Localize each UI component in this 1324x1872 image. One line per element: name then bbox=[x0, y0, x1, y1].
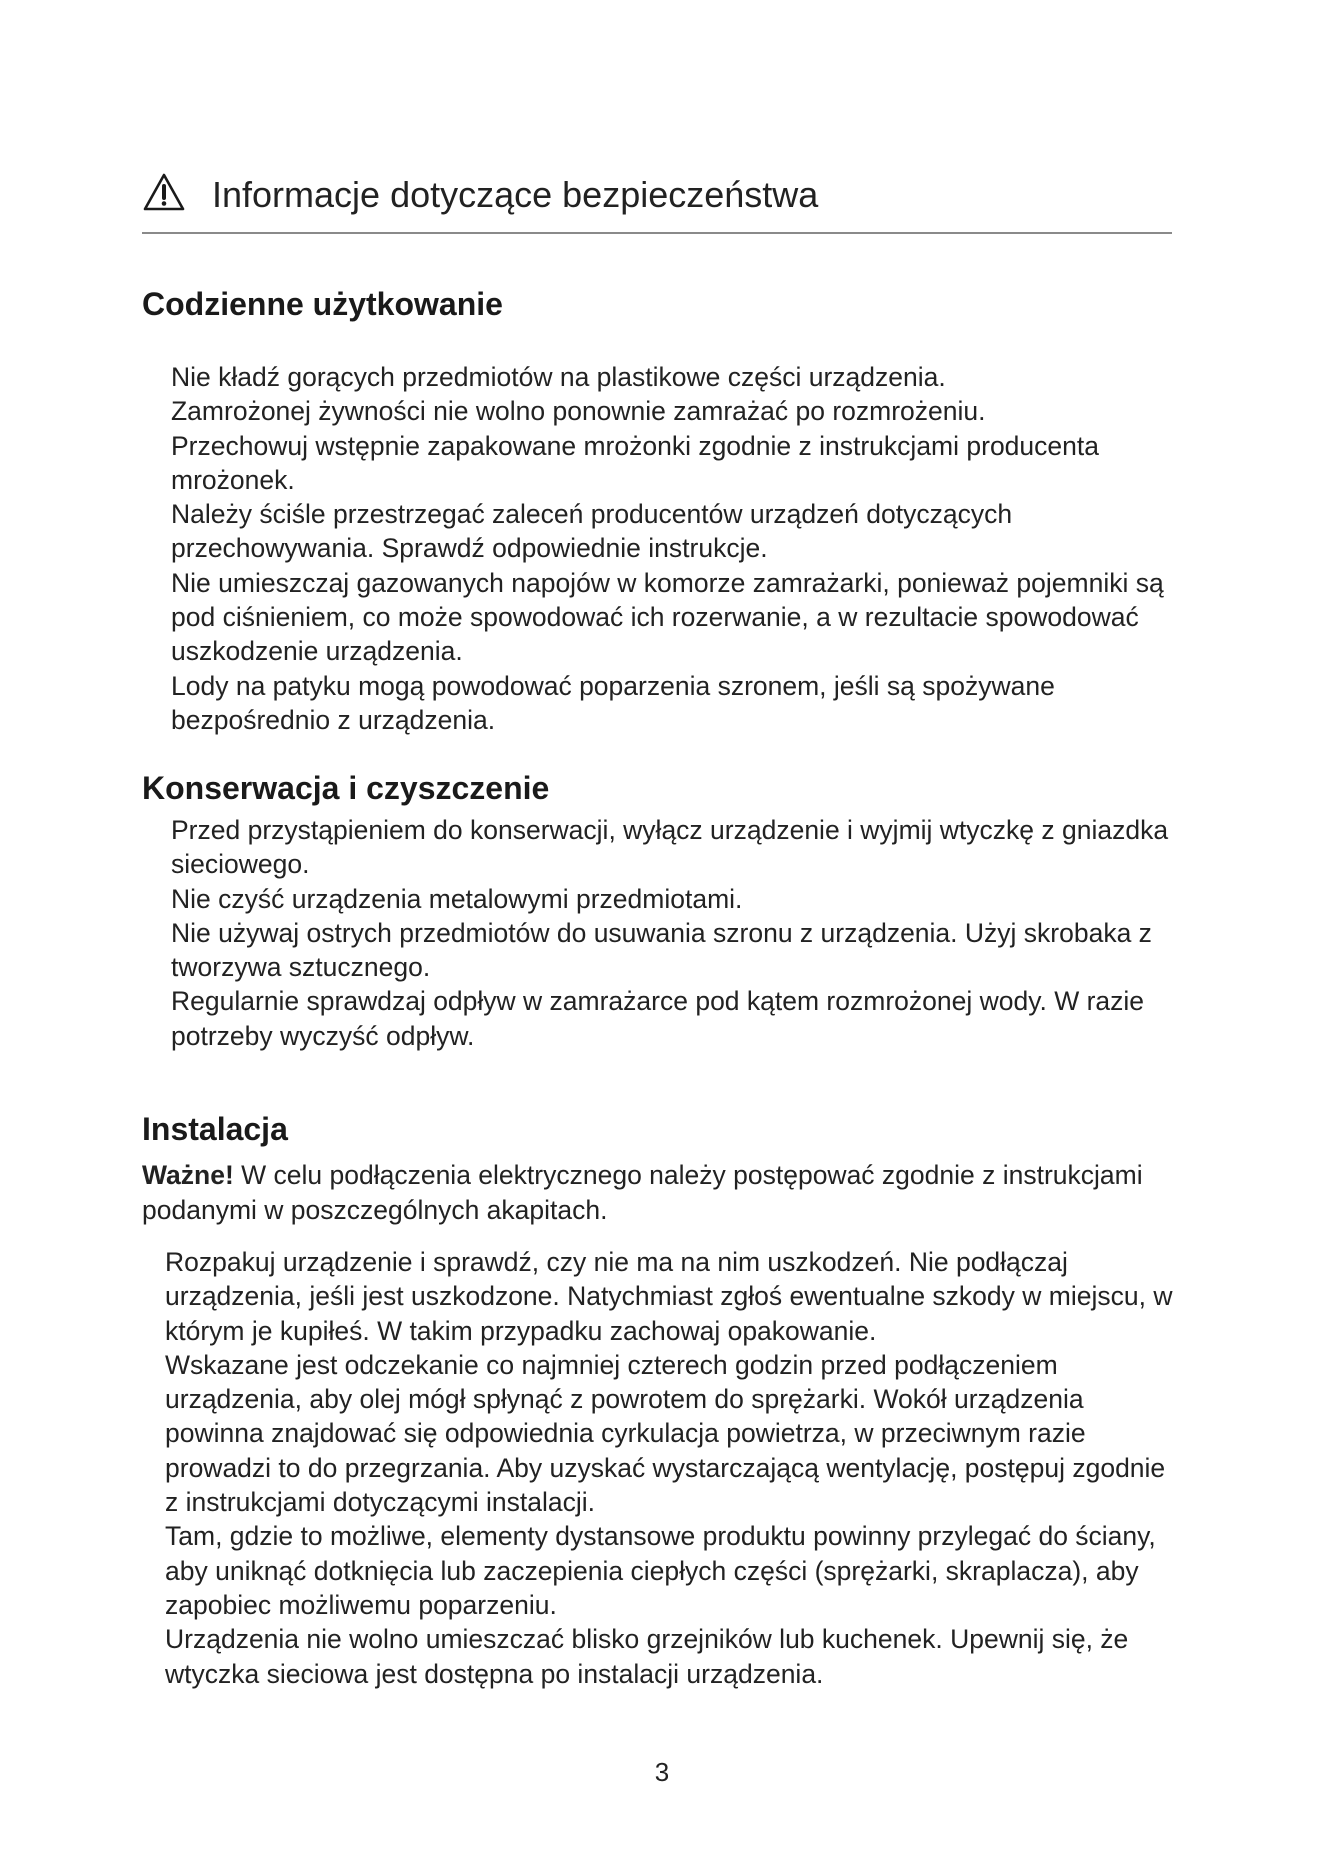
list-item: Przechowuj wstępnie zapakowane mrożonki zgodnie z instrukcjami producenta mrożonek. bbox=[171, 430, 1099, 495]
section-title-maintenance: Konserwacja i czyszczenie bbox=[142, 770, 550, 806]
list-item: Rozpakuj urządzenie i sprawdź, czy nie ma na nim uszkodzeń. Nie podłączaj urządzenia, jeśli jest uszkodzone. Natychmiast zgłoś ewentualne szkody w miejscu, w którym je kupiłeś. W takim przypadku zachowaj opakowanie. bbox=[165, 1247, 1173, 1346]
list-item: Nie kładź gorących przedmiotów na plastikowe części urządzenia. bbox=[171, 362, 946, 392]
list-item: Regularnie sprawdzaj odpływ w zamrażarce pod kątem rozmrożonej wody. W razie potrzeby wyczyść odpływ. bbox=[171, 986, 1145, 1051]
maintenance-list bbox=[171, 813, 1181, 1053]
section-title-installation: Instalacja bbox=[142, 1111, 288, 1147]
important-note bbox=[142, 1158, 1182, 1227]
page-header bbox=[142, 170, 1172, 234]
daily-use-list bbox=[171, 360, 1181, 737]
important-label: Ważne! bbox=[142, 1160, 234, 1190]
list-item: Nie czyść urządzenia metalowymi przedmiotami. bbox=[171, 883, 743, 914]
warning-triangle-icon bbox=[142, 172, 186, 212]
list-item: Nie używaj ostrych przedmiotów do usuwania szronu z urządzenia. Użyj skrobaka z tworzywa sztucznego. bbox=[171, 917, 1152, 983]
section-title-daily-use: Codzienne użytkowanie bbox=[142, 286, 503, 322]
list-item: Nie umieszczaj gazowanych napojów w komorze zamrażarki, ponieważ pojemniki są pod ciśnieniem, co może spowodować ich rozerwanie, a w rezultacie spowodować uszkodzenie urządzenia. bbox=[171, 567, 1164, 667]
important-text: W celu podłączenia elektrycznego należy postępować zgodnie z instrukcjami podanymi w poszczególnych akapitach. bbox=[142, 1160, 1143, 1225]
list-item: Zamrożonej żywności nie wolno ponownie zamrażać po rozmrożeniu. bbox=[171, 396, 986, 427]
list-item: Wskazane jest odczekanie co najmniej czterech godzin przed podłączeniem urządzenia, aby olej mógł spłynąć z powrotem do sprężarki. Wokół urządzenia powinna znajdować się odpowiednia cyrkulacja powietrza, w przeciwnym razie prowadzi to do przegrzania. Aby uzyskać wystarczającą wentylację, postępuj zgodnie z instrukcjami dotyczącymi instalacji. bbox=[165, 1349, 1166, 1518]
list-item: Lody na patyku mogą powodować poparzenia szronem, jeśli są spożywane bezpośrednio z urządzenia. bbox=[171, 670, 1055, 735]
list-item: Należy ściśle przestrzegać zaleceń producentów urządzeń dotyczących przechowywania. Sprawdź odpowiednie instrukcje. bbox=[171, 499, 1013, 564]
list-item: Urządzenia nie wolno umieszczać blisko grzejników lub kuchenek. Upewnij się, że wtyczka sieciowa jest dostępna po instalacji urządzenia. bbox=[165, 1624, 1129, 1689]
page-title: Informacje dotyczące bezpieczeństwa bbox=[212, 174, 819, 215]
list-item: Tam, gdzie to możliwe, elementy dystansowe produktu powinny przylegać do ściany, aby uniknąć dotknięcia lub zaczepienia ciepłych części (sprężarki, skraplacza), aby zapobiec możliwemu poparzeniu. bbox=[165, 1521, 1156, 1620]
installation-list bbox=[165, 1245, 1175, 1691]
page-number: 3 bbox=[654, 1757, 670, 1787]
list-item: Przed przystąpieniem do konserwacji, wyłącz urządzenie i wyjmij wtyczkę z gniazdka sieciowego. bbox=[171, 815, 1169, 880]
